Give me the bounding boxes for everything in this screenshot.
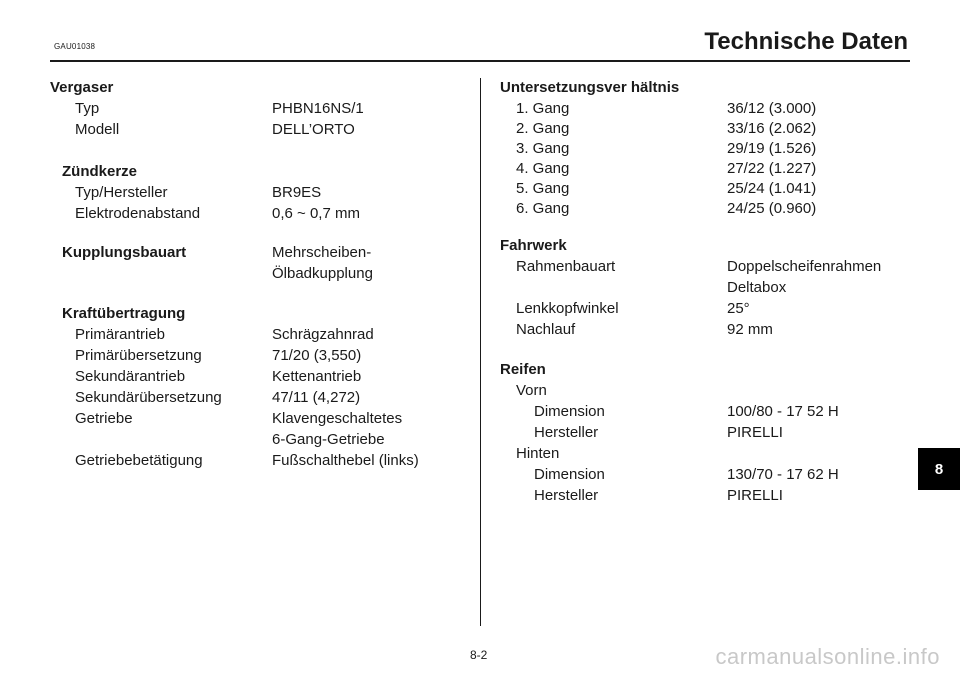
spec-value: 71/20 (3,550) xyxy=(272,347,362,364)
spec-label: Hersteller xyxy=(534,487,599,504)
spec-label: Rahmenbauart xyxy=(516,258,616,275)
spec-value: 100/80 - 17 52 H xyxy=(727,403,839,420)
spec-value: Klavengeschaltetes xyxy=(272,410,403,427)
page-number: 8-2 xyxy=(470,648,488,662)
spec-label: Getriebe xyxy=(75,410,133,427)
spec-value: Doppelscheifenrahmen xyxy=(727,258,882,275)
heading-fahrwerk: Fahrwerk xyxy=(500,237,567,254)
spec-value: DELL’ORTO xyxy=(272,121,355,138)
spec-label: Lenkkopfwinkel xyxy=(516,300,619,317)
spec-value: 92 mm xyxy=(727,321,773,338)
spec-label: Typ/Hersteller xyxy=(75,184,168,201)
heading-kupplung: Kupplungsbauart xyxy=(62,244,187,261)
spec-value: BR9ES xyxy=(272,184,322,201)
gear-ratio: 24/25 (0.960) xyxy=(727,200,817,217)
spec-value: Schrägzahnrad xyxy=(272,326,374,343)
spec-value: 47/11 (4,272) xyxy=(272,389,361,406)
heading-reifen: Reifen xyxy=(500,361,546,378)
heading-zuendkerze: Zündkerze xyxy=(62,163,138,180)
document-code: GAU01038 xyxy=(54,42,96,51)
tire-front-label: Vorn xyxy=(516,382,547,399)
gear-label: 5. Gang xyxy=(516,180,570,197)
heading-kraftuebertragung: Kraftübertragung xyxy=(62,305,186,322)
spec-value: PIRELLI xyxy=(727,487,783,504)
heading-untersetzung: Untersetzungsver hältnis xyxy=(500,79,680,96)
gear-ratio: 33/16 (2.062) xyxy=(727,120,817,137)
spec-value: Ölbadkupplung xyxy=(272,265,373,282)
spec-value: Mehrscheiben- xyxy=(272,244,372,261)
spec-label: Dimension xyxy=(534,403,605,420)
spec-label: Hersteller xyxy=(534,424,599,441)
gear-ratio: 27/22 (1.227) xyxy=(727,160,817,177)
spec-value: PIRELLI xyxy=(727,424,783,441)
spec-value: Kettenantrieb xyxy=(272,368,362,385)
chapter-tab: 8 xyxy=(918,448,960,490)
spec-label: Primärantrieb xyxy=(75,326,166,343)
spec-label: Dimension xyxy=(534,466,605,483)
spec-value: 25° xyxy=(727,300,750,317)
spec-value: 6-Gang-Getriebe xyxy=(272,431,385,448)
spec-value: Deltabox xyxy=(727,279,787,296)
page-title: Technische Daten xyxy=(704,28,908,55)
gear-label: 3. Gang xyxy=(516,140,570,157)
tire-rear-label: Hinten xyxy=(516,445,560,462)
spec-value: 0,6 ~ 0,7 mm xyxy=(272,205,360,222)
gear-label: 4. Gang xyxy=(516,160,570,177)
gear-label: 1. Gang xyxy=(516,100,570,117)
spec-label: Modell xyxy=(75,121,120,138)
gear-ratio: 36/12 (3.000) xyxy=(727,100,817,117)
spec-label: Primärübersetzung xyxy=(75,347,202,364)
gear-label: 2. Gang xyxy=(516,120,570,137)
heading-vergaser: Vergaser xyxy=(50,79,114,96)
spec-label: Typ xyxy=(75,100,100,117)
spec-label: Nachlauf xyxy=(516,321,576,338)
spec-label: Sekundärantrieb xyxy=(75,368,186,385)
header-rule xyxy=(50,60,910,62)
column-divider xyxy=(480,78,481,626)
spec-value: 130/70 - 17 62 H xyxy=(727,466,839,483)
spec-value: Fußschalthebel (links) xyxy=(272,452,419,469)
spec-value: PHBN16NS/1 xyxy=(272,100,364,117)
spec-label: Elektrodenabstand xyxy=(75,205,201,222)
gear-label: 6. Gang xyxy=(516,200,570,217)
spec-label: Sekundärübersetzung xyxy=(75,389,222,406)
watermark: carmanualsonline.info xyxy=(715,644,940,669)
gear-ratio: 25/24 (1.041) xyxy=(727,180,817,197)
gear-ratio: 29/19 (1.526) xyxy=(727,140,817,157)
spec-label: Getriebebetätigung xyxy=(75,452,203,469)
